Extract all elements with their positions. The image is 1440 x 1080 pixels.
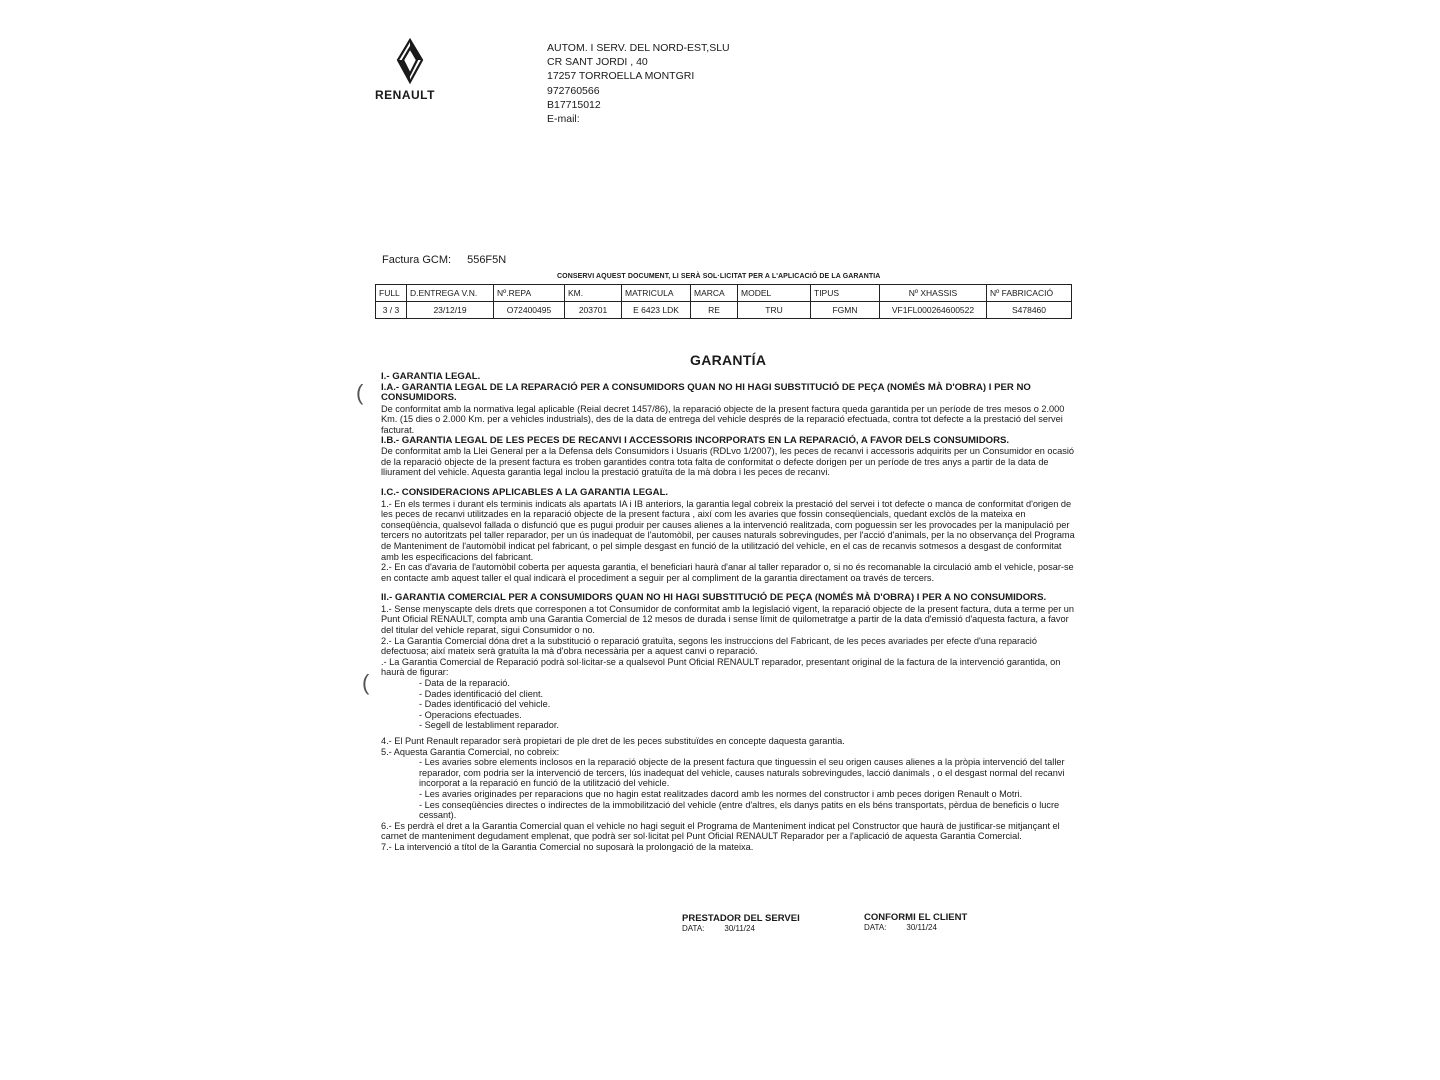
provider-label: PRESTADOR DEL SERVEI (682, 913, 800, 924)
section-heading: I.C.- CONSIDERACIONS APLICABLES A LA GARANTIA LEGAL. (381, 486, 669, 498)
table-cell: O72400495 (494, 302, 565, 319)
provider-date (682, 924, 800, 933)
section-heading: II.- GARANTIA COMERCIAL PER A CONSUMIDORS QUAN NO HI HAGI SUBSTITUCIÓ DE PEÇA (NOMÉS MÀ D'OBRA) I PER A NO CONSUMIDORS. (381, 592, 1047, 604)
company-city: 17257 TORROELLA MONTGRI (547, 70, 695, 83)
table-header-cell: MARCA (691, 285, 738, 302)
table-header-cell: D.ENTREGA V.N. (407, 285, 494, 302)
paragraph: 2.- En cas d'avaria de l'automòbil coberta per aquesta garantia, el beneficiari haurà d'anar al taller reparador o, si no és recomanable la circulació amb el vehicle, posar-se en contacte amb aquest taller el qual indicarà el procediment a seguir per al compliment de la garantia directament oa través de tercers. (381, 562, 1074, 583)
table-cell: 203701 (565, 302, 622, 319)
table-cell: FGMN (811, 302, 880, 319)
table-row (376, 302, 1072, 319)
company-email: E-mail: (547, 113, 580, 126)
paragraph: 6.- Es perdrà el dret a la Garantia Comercial quan el vehicle no hagi seguit el Programa de Manteniment indicat pel Constructor que haurà de justificar-se mitjançant el carnet de manteniment degudament emplenat, que podrà ser sol·licitat pel Punt Oficial RENAULT Reparador per a l'aplicació de aquesta Garantia Comercial. (381, 820, 1060, 842)
margin-bracket-mark: ( (356, 380, 364, 405)
table-cell: 3 / 3 (376, 302, 407, 319)
list-item: - Les conseqüències directes o indirectes de la immobilització del vehicle (entre d'altres, els danys patits en els béns transportats, pèrdua de beneficis o lucre cessant). (419, 799, 1060, 821)
invoice-value: 556F5N (467, 254, 507, 266)
paragraph: 2.- La Garantia Comercial dóna dret a la substitució o reparació gratuïta, segons les instruccions del Fabricant, de les peces avariades per efecte d'una reparació defectuosa; així mateix serà gratuïta la mà d'obra necessària per a aquest canvi o reparació. (381, 635, 1037, 657)
list-item: - Segell de lestabliment reparador. (419, 720, 559, 731)
margin-bracket-mark: ( (362, 670, 370, 695)
table-header-cell: KM. (565, 285, 622, 302)
warranty-terms (381, 372, 1081, 853)
renault-diamond-logo-icon (388, 38, 432, 84)
company-street: CR SANT JORDI , 40 (547, 56, 648, 69)
company-tax-id: B17715012 (547, 98, 601, 111)
table-header-cell: MODEL (738, 285, 811, 302)
table-cell: 23/12/19 (407, 302, 494, 319)
paragraph: 5.- Aquesta Garantia Comercial, no cobreix: (381, 746, 560, 757)
table-cell: E 6423 LDK (622, 302, 691, 319)
invoice-label: Factura GCM: (382, 254, 452, 266)
table-header-cell: TIPUS (811, 285, 880, 302)
table-header-cell: Nº FABRICACIÓ (987, 285, 1072, 302)
company-address (547, 41, 730, 126)
client-signature-block (864, 912, 967, 932)
invoice-number (382, 254, 506, 266)
table-header-cell: Nº.REPA (494, 285, 565, 302)
paragraph: .- La Garantia Comercial de Reparació podrà sol·licitar-se a qualsevol Punt Oficial RENAULT reparador, presentant original de la factura de la intervenció garantida, on haurà de figurar: (381, 656, 1061, 678)
table-cell: VF1FL000264600522 (880, 302, 987, 319)
list-item: - Les avaries originades per reparacions que no hagin estat realitzades dacord amb les normes del constructor i amb peces dorigen Renault o Motri. (419, 788, 1023, 799)
list-item: - Operacions efectuades. (419, 709, 522, 720)
date-label: DATA: (864, 923, 887, 932)
table-cell: RE (691, 302, 738, 319)
list-item: - Dades identificació del vehicle. (419, 699, 551, 710)
date-label: DATA: (682, 924, 705, 933)
paragraph: De conformitat amb la Llei General per a la Defensa dels Consumidors i Usuaris (RDLvo 1/2007), les peces de recanvi i accessoris adquirits per un Consumidor en ocasió de la reparació objecte de la present factura es troben garantides contra tota falta de conformitat o defecte dorigen per un període de tres anys a partir de la data de lliurament del vehicle. Aquesta garantia legal inclou la prestació gratuïta de la mà dobra i les peces de recanvi. (381, 446, 1074, 478)
list-item: - Data de la reparació. (419, 678, 510, 689)
paragraph: 7.- La intervenció a títol de la Garantia Comercial no suposarà la prolongació de la mateixa. (381, 841, 754, 852)
company-phone: 972760566 (547, 84, 600, 97)
page-title: GARANTÍA (690, 352, 767, 368)
paragraph: 4.- El Punt Renault reparador serà propietari de ple dret de les peces substituïdes en concepte daquesta garantia. (381, 736, 845, 746)
paragraph: 1.- Sense menyscapte dels drets que corresponen a tot Consumidor de conformitat amb la legislació vigent, la reparació objecte de la present factura, duta a terme per un Punt Oficial RENAULT, compta amb una Garantia Comercial de 12 mesos de durada i sense límit de quilometratge a partir de la data d'emissió d'aquesta factura, a favor del titular del vehicle reparat, sigui Consumidor o no. (381, 603, 1075, 636)
company-name: AUTOM. I SERV. DEL NORD-EST,SLU (547, 42, 730, 54)
table-cell: TRU (738, 302, 811, 319)
vehicle-info-table (375, 284, 1072, 319)
paragraph: 1.- En els termes i durant els terminis indicats als apartats IA i IB anteriors, la garantia legal cobreix la prestació del servei i tot defecte o manca de conformitat d'origen de les peces de recanvi utilitzades en la reparació objecte de la present factura , així com les avaries que fossin conseqüencials, quedant exclòs de la mateixa en conseqüència, qualsevol fallada o disfunció que es pugui produir per causes alienes a la intervenció realitzada, com poguessin ser les provocades per la manipulació per tercers no autoritzats pel taller reparador, per un ús inadequat de l'automòbil, per causes naturals sobrevingudes, per l'acció d'animals, per la no observança del Programa de Manteniment de l'automòbil indicat pel fabricant, o pel simple desgast en funció de la utilització del vehicle, en el cas de recanvis sotmesos a desgast de conformitat amb les especificacions del fabricant. (381, 498, 1075, 562)
table-cell: S478460 (987, 302, 1072, 319)
client-label: CONFORMI EL CLIENT (864, 912, 968, 923)
list-item: - Les avaries sobre elements inclosos en la reparació objecte de la present factura que tinguessin el seu origen causes alienes a la pròpia intervenció del taller reparador, com podria ser la intervenció de tercers, lús inadequat del vehicle, causes naturals sobrevingudes, lacció danimals , o el desgast normal del recanvi incorporat a la reparació en funció de la utilització del vehicle. (419, 757, 1065, 789)
list-item: - Dades identificació del client. (419, 688, 544, 699)
keep-document-notice: CONSERVI AQUEST DOCUMENT, LI SERÀ SOL·LICITAT PER A L'APLICACIÓ DE LA GARANTIA (557, 273, 881, 280)
date-value: 30/11/24 (906, 923, 937, 932)
section-heading: I.B.- GARANTIA LEGAL DE LES PECES DE RECANVI I ACCESSORIS INCORPORATS EN LA REPARACIÓ, A FAVOR DELS CONSUMIDORS. (381, 434, 1010, 446)
table-header-cell: MATRICULA (622, 285, 691, 302)
table-header-cell: Nº XHASSIS (880, 285, 987, 302)
table-header-row (376, 285, 1072, 302)
paragraph: De conformitat amb la normativa legal aplicable (Reial decret 1457/86), la reparació objecte de la present factura queda garantida per un període de tres mesos o 2.000 Km. (15 dies o 2.000 Km. per a vehicles industrials), des de la data de entrega del vehicle després de la reparació efectuada, contra tot defecte a la prestació del servei facturat. (381, 403, 1065, 435)
provider-signature-block (682, 913, 800, 933)
date-value: 30/11/24 (724, 924, 755, 933)
client-date (864, 923, 967, 932)
section-heading: I.A.- GARANTIA LEGAL DE LA REPARACIÓ PER A CONSUMIDORS QUAN NO HI HAGI SUBSTITUCIÓ DE PEÇA (NOMÉS MÀ D'OBRA) I PER NO CONSUMIDORS. (381, 381, 1031, 404)
brand-name: RENAULT (375, 88, 435, 102)
table-header-cell: FULL (376, 285, 407, 302)
section-heading: I.- GARANTIA LEGAL. (381, 371, 481, 382)
